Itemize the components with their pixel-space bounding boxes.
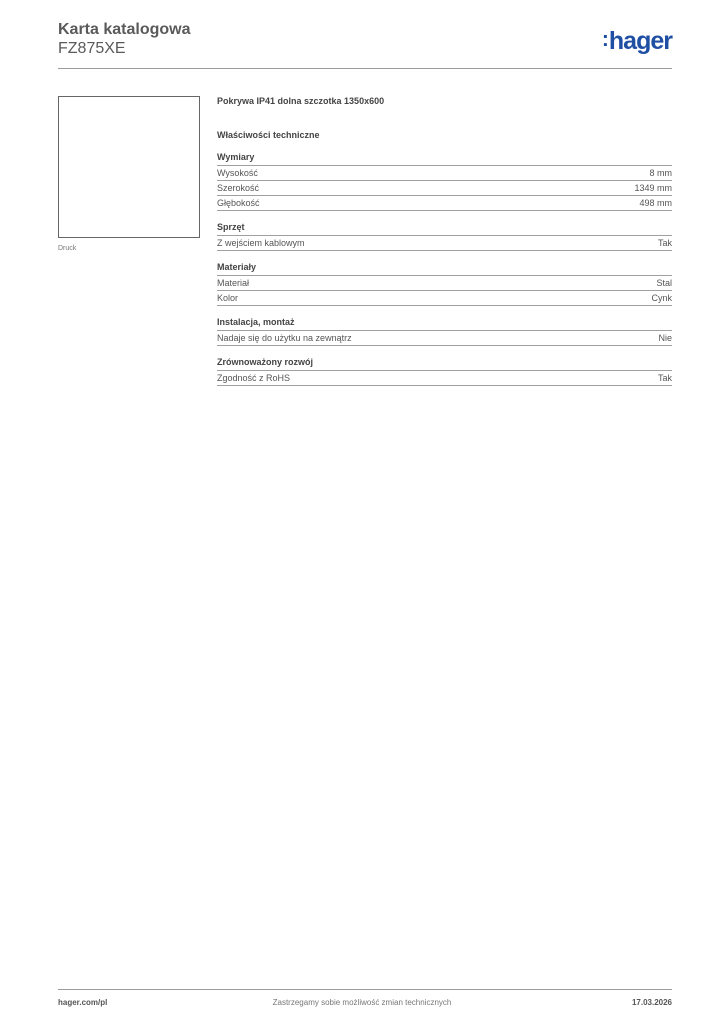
spec-label: Wysokość [217, 168, 258, 178]
section-installation [217, 315, 672, 346]
spec-label: Zgodność z RoHS [217, 373, 291, 383]
spec-row [217, 276, 672, 291]
spec-value: 498 mm [639, 198, 672, 208]
section-equipment [217, 220, 672, 251]
section-materials [217, 260, 672, 306]
product-name: Pokrywa IP41 dolna szczotka 1350x600 [217, 96, 385, 106]
section-title: Wymiary [217, 150, 672, 166]
section-title: Instalacja, montaż [217, 315, 672, 331]
spec-row [217, 236, 672, 251]
spec-value: Nie [658, 333, 672, 343]
spec-label: Nadaje się do użytku na zewnątrz [217, 333, 352, 343]
spec-row [217, 331, 672, 346]
footer-website-link[interactable]: hager.com/pl [58, 998, 108, 1007]
tech-heading: Właściwości techniczne [217, 130, 320, 140]
spec-value: 1349 mm [634, 183, 672, 193]
section-title: Zrównoważony rozwój [217, 355, 672, 371]
footer-divider [58, 989, 672, 990]
logo-colon-icon: : [601, 28, 608, 51]
spec-row [217, 371, 672, 386]
image-caption: Druck [58, 245, 77, 252]
product-details [217, 94, 672, 386]
spec-value: Cynk [651, 293, 672, 303]
section-title: Materiały [217, 260, 672, 276]
product-image-placeholder [58, 96, 200, 238]
section-title: Sprzęt [217, 220, 672, 236]
spec-label: Materiał [217, 278, 250, 288]
header-divider [58, 68, 672, 69]
spec-label: Kolor [217, 293, 239, 303]
section-dimensions [217, 150, 672, 211]
spec-value: Tak [657, 238, 672, 248]
spec-row [217, 196, 672, 211]
spec-row [217, 291, 672, 306]
spec-value: Stal [656, 278, 672, 288]
section-sustainability [217, 355, 672, 386]
hager-logo [602, 27, 672, 56]
product-code: FZ875XE [58, 40, 126, 57]
spec-row [217, 181, 672, 196]
logo-text: hager [608, 27, 672, 55]
spec-value: Tak [657, 373, 672, 383]
spec-value: 8 mm [649, 168, 672, 178]
footer-date: 17.03.2026 [631, 998, 672, 1007]
page-title: Karta katalogowa [58, 21, 191, 38]
footer-notice: Zastrzegamy sobie możliwość zmian technicznych [272, 998, 452, 1007]
spec-label: Szerokość [217, 183, 260, 193]
spec-label: Z wejściem kablowym [217, 238, 305, 248]
spec-label: Głębokość [217, 198, 260, 208]
spec-row [217, 166, 672, 181]
